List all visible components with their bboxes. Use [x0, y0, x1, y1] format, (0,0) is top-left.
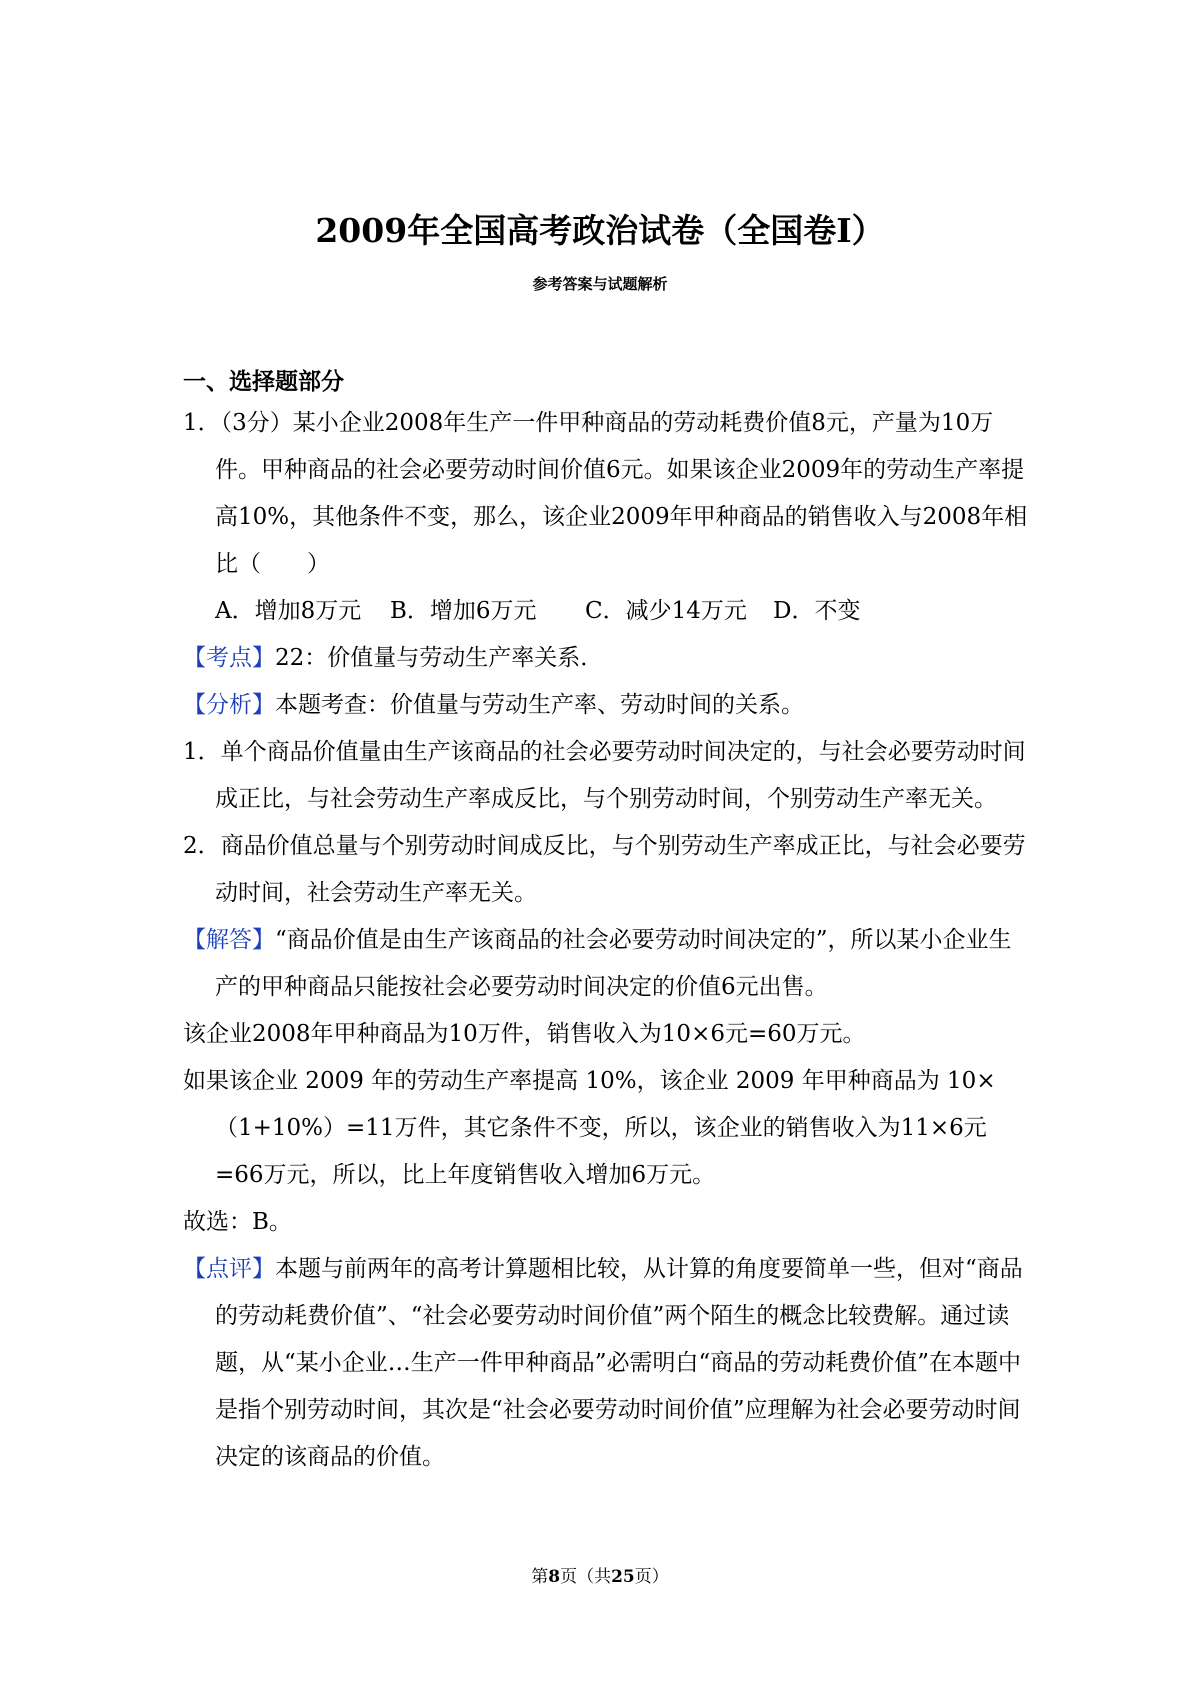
dianping-text: 本题与前两年的高考计算题相比较，从计算的角度要简单一些，但对“商品的劳动耗费价值”、“社会必要劳动时间价值”两个陌生的概念比较费解。通过读题，从“某小企业…生产一件甲种商品”必需明白“商品的劳动耗费价值”在本题中是指个别劳动时间，其次是“社会必要劳动时间价值”应理解为社会必要劳动时间决定的该商品的价值。: [215, 1256, 1023, 1470]
option-d: D．不变: [773, 598, 861, 624]
analysis-point-2: 2．商品价值总量与个别劳动时间成反比，与个别劳动生产率成正比，与社会必要劳动时间，社会劳动生产率无关。: [183, 833, 1026, 906]
question-body: [183, 400, 1028, 1481]
question-stem: 1．（3分）某小企业2008年生产一件甲种商品的劳动耗费价值8元，产量为10万件。甲种商品的社会必要劳动时间价值6元。如果该企业2009年的劳动生产率提高10%，其他条件不变，那么，该企业2009年甲种商品的销售收入与2008年相比（ ）: [183, 410, 1028, 577]
footer-post: 页）: [634, 1567, 669, 1587]
option-b: B．增加6万元: [390, 598, 537, 624]
fenxi-line: [183, 682, 1028, 729]
option-c: C．减少14万元: [585, 598, 747, 624]
kaodian-text: 22：价值量与劳动生产率关系．: [275, 645, 604, 671]
answer-line: 故选：B。: [183, 1209, 292, 1235]
dianping-paragraph: [183, 1246, 1028, 1481]
calc-line-1: 该企业2008年甲种商品为10万件，销售收入为10×6元=60万元。: [183, 1021, 866, 1047]
kaodian-line: [183, 635, 1028, 682]
footer-page-number: 8: [548, 1567, 561, 1587]
jieda-tag: 【解答】: [183, 927, 275, 953]
footer-mid: 页（共: [560, 1567, 612, 1587]
fenxi-text: 本题考查：价值量与劳动生产率、劳动时间的关系。: [275, 692, 804, 718]
page-subtitle: 参考答案与试题解析: [532, 275, 668, 293]
calc-line-2: 如果该企业 2009 年的劳动生产率提高 10%，该企业 2009 年甲种商品为 10×（1+10%）=11万件，其它条件不变，所以，该企业的销售收入为11×6元=66万元，所以，比上年度销售收入增加6万元。: [183, 1068, 996, 1188]
kaodian-tag: 【考点】: [183, 645, 275, 671]
answer-options: [183, 588, 1028, 635]
jieda-paragraph: [183, 917, 1028, 1011]
option-a: A．增加8万元: [215, 598, 362, 624]
fenxi-tag: 【分析】: [183, 692, 275, 718]
dianping-tag: 【点评】: [183, 1256, 275, 1282]
jieda-text: “商品价值是由生产该商品的社会必要劳动时间决定的”，所以某小企业生产的甲种商品只能按社会必要劳动时间决定的价值6元出售。: [215, 927, 1012, 1000]
page-footer: [0, 1562, 1200, 1587]
footer-total-pages: 25: [611, 1567, 635, 1587]
section-heading: 一、选择题部分: [183, 368, 344, 395]
page-title: 2009年全国高考政治试卷（全国卷Ⅰ）: [315, 211, 885, 250]
footer-pre: 第: [531, 1567, 549, 1587]
analysis-point-1: 1．单个商品价值量由生产该商品的社会必要劳动时间决定的，与社会必要劳动时间成正比，与社会劳动生产率成反比，与个别劳动时间，个别劳动生产率无关。: [183, 739, 1026, 812]
